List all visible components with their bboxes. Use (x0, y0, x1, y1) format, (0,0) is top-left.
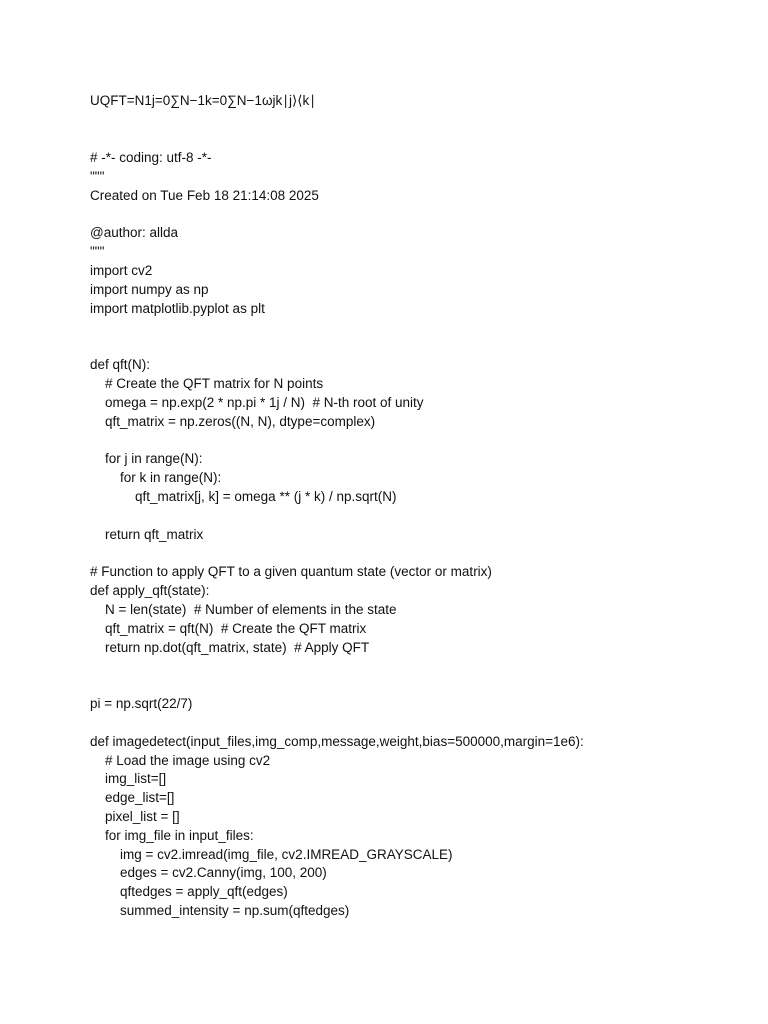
code-line: # Load the image using cv2 (90, 752, 271, 768)
code-line: img_list=[] (90, 771, 167, 787)
code-line: # -*- coding: utf-8 -*- (90, 150, 212, 165)
code-line: pi = np.sqrt(22/7) (90, 696, 193, 712)
code-line (90, 714, 750, 733)
code-line: edges = cv2.Canny(img, 100, 200) (90, 865, 327, 881)
code-line: for j in range(N): (90, 451, 203, 467)
code-line: return np.dot(qft_matrix, state) # Apply QFT (90, 639, 370, 655)
code-line (90, 205, 750, 224)
code-line: qftedges = apply_qft(edges) (90, 884, 288, 900)
qft-formula: UQFT=N1j=0∑N−1k=0∑N−1ωjk∣j⟩⟨k∣ (90, 93, 317, 108)
code-line: """ (90, 168, 105, 184)
code-line: for img_file in input_files: (90, 827, 254, 843)
code-line: qft_matrix = np.zeros((N, N), dtype=complex) (90, 413, 376, 429)
code-line: N = len(state) # Number of elements in the state (90, 601, 397, 617)
code-line: pixel_list = [] (90, 808, 180, 824)
code-line: qft_matrix = qft(N) # Create the QFT matrix (90, 620, 367, 636)
code-line: qft_matrix[j, k] = omega ** (j * k) / np.sqrt(N) (90, 488, 397, 504)
code-line: # Function to apply QFT to a given quantum state (vector or matrix) (90, 564, 492, 580)
code-line: @author: allda (90, 225, 179, 241)
code-line: """ (90, 244, 105, 260)
code-line: def apply_qft(state): (90, 583, 210, 599)
code-line (90, 337, 750, 356)
code-line (90, 431, 750, 450)
code-line: for k in range(N): (90, 470, 222, 486)
code-line: import cv2 (90, 262, 153, 278)
code-line (90, 507, 750, 526)
code-line: omega = np.exp(2 * np.pi * 1j / N) # N-th root of unity (90, 394, 424, 410)
code-line: summed_intensity = np.sum(qftedges) (90, 903, 350, 919)
code-line: def qft(N): (90, 357, 151, 373)
code-line (90, 676, 750, 695)
code-listing (90, 149, 750, 921)
code-line: import matplotlib.pyplot as plt (90, 300, 265, 316)
code-line: def imagedetect(input_files,img_comp,message,weight,bias=500000,margin=1e6): (90, 733, 584, 749)
code-line: img = cv2.imread(img_file, cv2.IMREAD_GRAYSCALE) (90, 846, 453, 862)
code-line: import numpy as np (90, 281, 209, 297)
code-line: return qft_matrix (90, 526, 204, 542)
code-line: edge_list=[] (90, 790, 175, 806)
code-line (90, 544, 750, 563)
code-line (90, 318, 750, 337)
code-line (90, 657, 750, 676)
code-line: Created on Tue Feb 18 21:14:08 2025 (90, 187, 319, 203)
code-line: # Create the QFT matrix for N points (90, 375, 324, 391)
